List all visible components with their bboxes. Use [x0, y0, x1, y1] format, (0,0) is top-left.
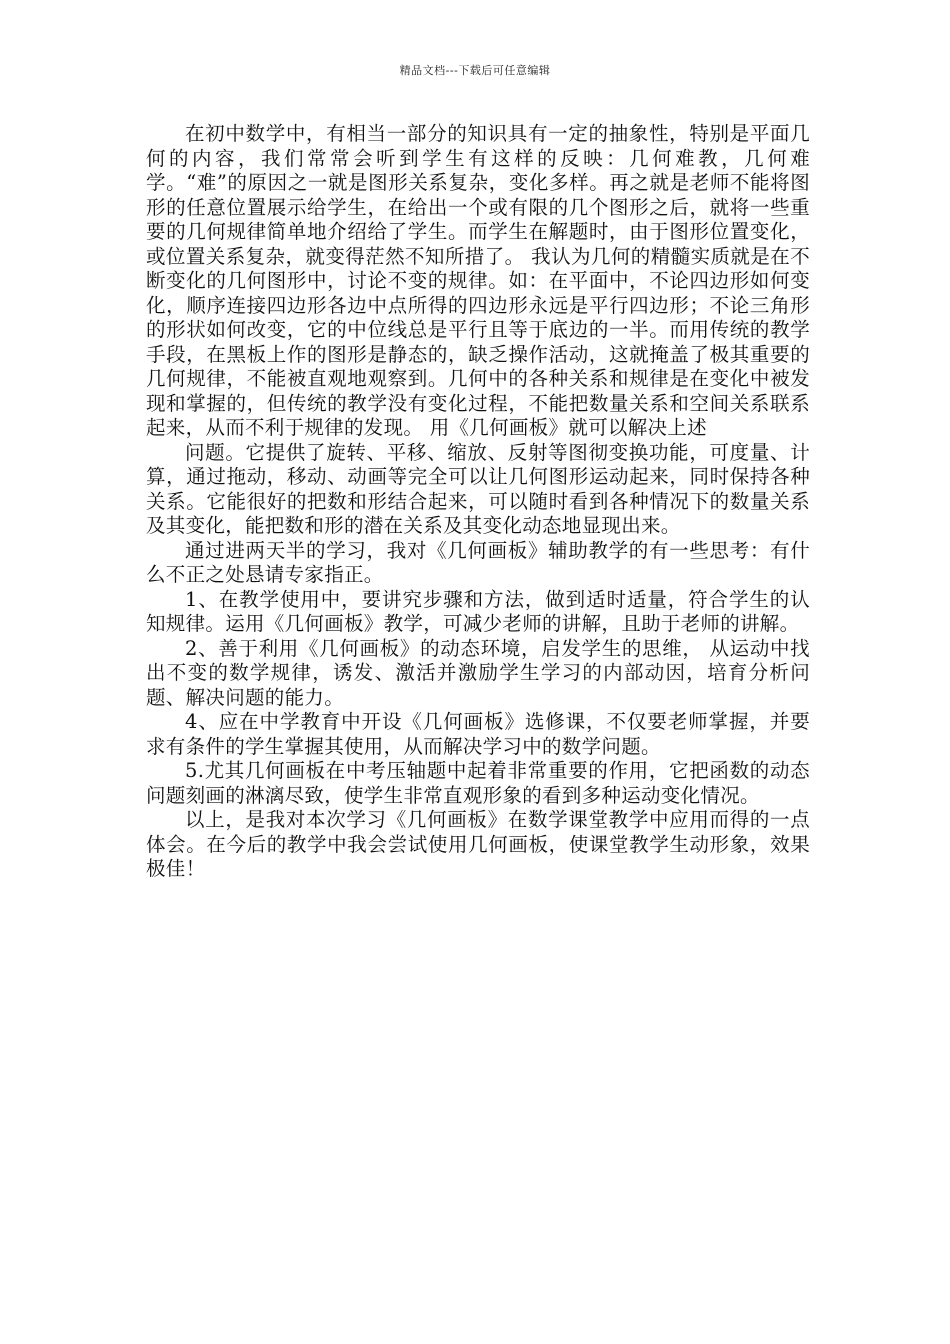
document-body — [146, 122, 810, 882]
paragraph-tool-features: 问题。它提供了旋转、平移、缩放、反射等图彻变换功能，可度量、计算，通过拖动，移动、动画等完全可以让几何图形运动起来，同时保持各种关系。它能很好的把数和形结合起来，可以随时看到各种情况下的数量关系及其变化，能把数和形的潜在关系及其变化动态地显现出来。 — [146, 440, 810, 537]
paragraph-point-5: 5.尤其几何画板在中考压轴题中起着非常重要的作用，它把函数的动态问题刻画的淋漓尽致，使学生非常直观形象的看到多种运动变化情况。 — [146, 759, 810, 807]
paragraph-point-4: 4、应在中学教育中开设《几何画板》选修课，不仅要老师掌握，并要求有条件的学生掌握其使用，从而解决学习中的数学问题。 — [146, 710, 810, 758]
paragraph-point-2: 2、善于利用《几何画板》的动态环境，启发学生的思维， 从运动中找出不变的数学规律，诱发、激活并激励学生学习的内部动因，培育分析问题、解决问题的能力。 — [146, 636, 810, 709]
paragraph-point-1: 1、在教学使用中，要讲究步骤和方法，做到适时适量，符合学生的认知规律。运用《几何画板》教学，可减少老师的讲解，且助于老师的讲解。 — [146, 587, 810, 635]
paragraph-conclusion: 以上，是我对本次学习《几何画板》在数学课堂教学中应用而得的一点体会。在今后的教学中我会尝试使用几何画板，使课堂教学生动形象，效果极佳！ — [146, 808, 810, 880]
paragraph-intro: 在初中数学中，有相当一部分的知识具有一定的抽象性，特别是平面几何的内容，我们常常会听到学生有这样的反映：几何难教，几何难学。“难”的原因之一就是图形关系复杂，变化多样。再之就是老师不能将图形的任意位置展示给学生，在给出一个或有限的几个图形之后，就将一些重要的几何规律简单地介绍给了学生。而学生在解题时，由于图形位置变化，或位置关系复杂，就变得茫然不知所措了。 我认为几何的精髓实质就是在不断变化的几何图形中，讨论不变的规律。如：在平面中，不论四边形如何变化，顺序连接四边形各边中点所得的四边形永远是平行四边形；不论三角形的形状如何改变，它的中位线总是平行且等于底边的一半。而用传统的教学手段，在黑板上作的图形是静态的，缺乏操作活动，这就掩盖了极其重要的几何规律，不能被直观地观察到。几何中的各种关系和规律是在变化中被发现和掌握的，但传统的教学没有变化过程，不能把数量关系和空间关系联系起来，从而不利于规律的发现。 用《几何画板》就可以解决上述 — [146, 122, 810, 439]
page-header: 精品文档---下载后可任意编辑 — [399, 64, 551, 77]
paragraph-reflection-intro: 通过进两天半的学习，我对《几何画板》辅助教学的有一些思考：有什么不正之处恳请专家指正。 — [146, 538, 810, 586]
